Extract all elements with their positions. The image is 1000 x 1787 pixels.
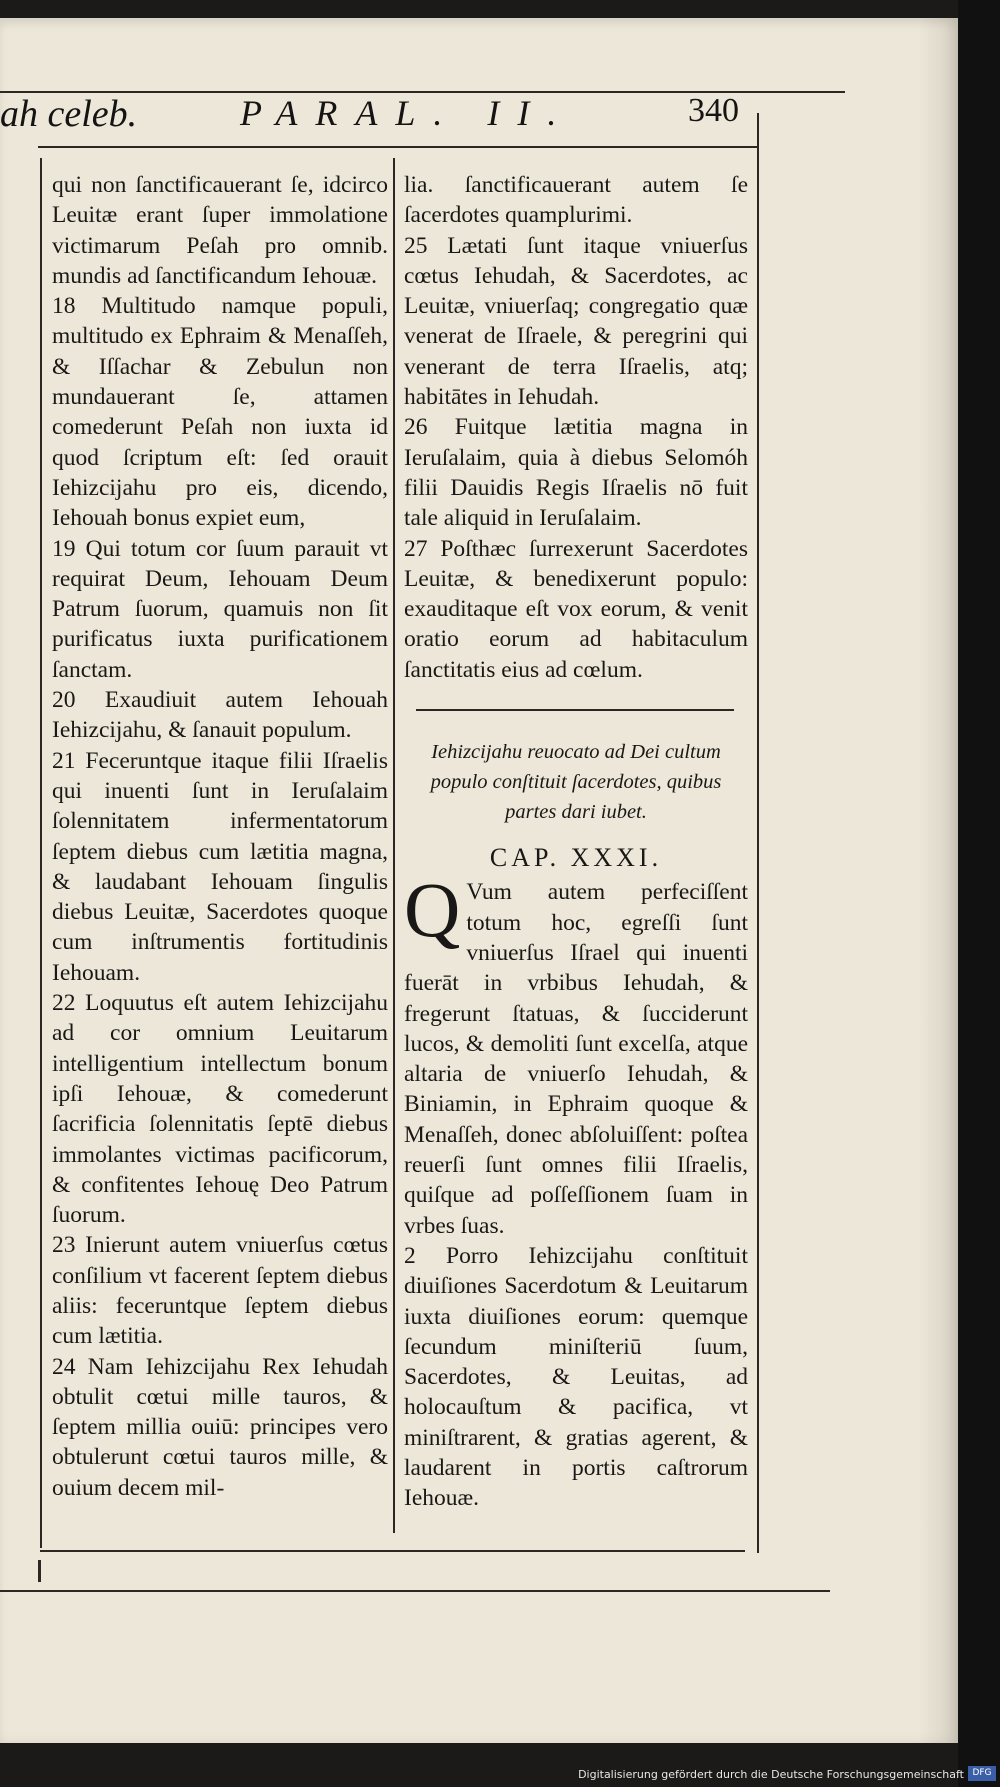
scan-gutter [958, 0, 1000, 1787]
verse-17-cont: qui non ſanctificauerant ſe, idcirco Leuitæ erant ſuper immolatione victimarum Peſah pro omnib. mundis ad ſanctificandum Iehouæ. [52, 172, 388, 289]
dfg-logo: DFG [968, 1766, 996, 1781]
bottom-outer-rule [0, 1590, 830, 1592]
running-title-left: ah celeb. [0, 93, 138, 135]
chapter-verse-1-text: Vum autem perfeciſſent totum hoc, egreſſi ſunt vniuerſus Iſrael qui inuenti fuerāt in vrbibus Iehudah, & fregerunt ſtatuas, & ſucciderunt lucos, & demoliti ſunt excelſa, atque altaria de vniuerſo Iehudah, & Biniamin, in Ephraim quoque & Menaſſeh, donec abſoluiſſent: poſtea reuerſi ſunt omnes filii Iſraelis, quiſque ad poſſeſſionem ſuam in vrbes ſuas. [404, 879, 748, 1239]
running-title-center: PARAL. II. [240, 93, 575, 133]
verse-24: 24 Nam Iehizcijahu Rex Iehudah obtulit cœtui mille tauros, & ſeptem millia ouiū: principes vero obtulerunt cœtui tauros mille, & ouium decem mil- [52, 1353, 388, 1501]
drop-cap: Q [404, 866, 461, 954]
verse-19: 19 Qui totum cor ſuum parauit vt requirat Deum, Iehouam Deum Patrum ſuorum, quamuis non ſit purificatus iuxta purificationem ſanctam. [52, 535, 388, 683]
margin-tick [38, 1560, 41, 1582]
chapter-summary: Iehizcijahu reuocato ad Dei cultum populo conſtituit ſacerdotes, quibus partes dari iubet. [430, 741, 722, 824]
page-number: 340 [688, 92, 739, 129]
digitization-credit: Digitalisierung gefördert durch die Deutsche Forschungsgemeinschaft [578, 1768, 964, 1781]
right-column [404, 170, 748, 1514]
verse-22: 22 Loquutus eſt autem Iehizcijahu ad cor omnium Leuitarum intelligentium intellectum bonum ipſi Iehouæ, & comederunt ſacrificia ſolennitatis ſeptē diebus immolantes victimas pacificorum, & confitentes Iehouę Deo Patrum ſuorum. [52, 990, 388, 1229]
verse-27: 27 Poſthæc ſurrexerunt Sacerdotes Leuitæ, & benedixerunt populo: exauditaque eſt vox eorum, & venit oratio eorum ad habitaculum ſanctitatis eius ad cœlum. [404, 535, 748, 683]
bottom-inner-rule [40, 1550, 745, 1552]
chapter-title: CAP. XXXI. [489, 843, 663, 873]
chapter-separator-rule [416, 709, 734, 711]
verse-23: 23 Inierunt autem vniuerſus cœtus conſilium vt facerent ſeptem diebus aliis: feceruntque ſeptem diebus cum lætitia. [52, 1232, 388, 1350]
left-column [52, 170, 388, 1503]
verse-20: 20 Exaudiuit autem Iehouah Iehizcijahu, & ſanauit populum. [52, 687, 388, 744]
verse-24-cont: lia. ſanctificauerant autem ſe ſacerdotes quamplurimi. [404, 172, 748, 229]
book-page [0, 18, 958, 1743]
verse-25: 25 Lætati ſunt itaque vniuerſus cœtus Iehudah, & Sacerdotes, ac Leuitæ, vniuerſaq; congregatio quæ venerat de Iſraele, & peregrini qui venerant de terra Iſraelis, atq; habitātes in Iehudah. [404, 232, 748, 411]
verse-21: 21 Feceruntque itaque filii Iſraelis qui inuenti ſunt in Ieruſalaim ſolennitatem infermentatorum ſeptem diebus cum lætitia magna, & laudabant Iehouam ſingulis diebus Leuitæ, Sacerdotes quoque cum inſtrumentis fortitudinis Iehouam. [52, 747, 388, 986]
verse-18: 18 Multitudo namque populi, multitudo ex Ephraim & Menaſſeh, & Iſſachar & Zebulun non mundauerant ſe, attamen comederunt Peſah non iuxta id quod ſcriptum eſt: ſed orauit Iehizcijahu pro eis, dicendo, Iehouah bonus expiet eum, [52, 293, 388, 532]
running-header [0, 90, 760, 140]
chapter-verse-1 [404, 866, 748, 1241]
verse-26: 26 Fuitque lætitia magna in Ieruſalaim, quia à diebus Selomóh filii Dauidis Regis Iſraelis nō fuit tale aliquid in Ieruſalaim. [404, 414, 748, 532]
right-margin-rule [757, 113, 759, 1553]
left-margin-rule [40, 158, 42, 1548]
header-rule [38, 146, 758, 148]
chapter-verse-2: 2 Porro Iehizcijahu conſtituit diuiſiones Sacerdotum & Leuitarum iuxta diuiſiones eorum: quemque ſecundum miniſteriū ſuum, Sacerdotes, & Leuitas, ad holocauſtum & pacifica, vt miniſtrarent, & gratias agerent, & laudarent in portis caſtrorum Iehouæ. [404, 1242, 748, 1512]
column-divider-rule [393, 158, 395, 1533]
